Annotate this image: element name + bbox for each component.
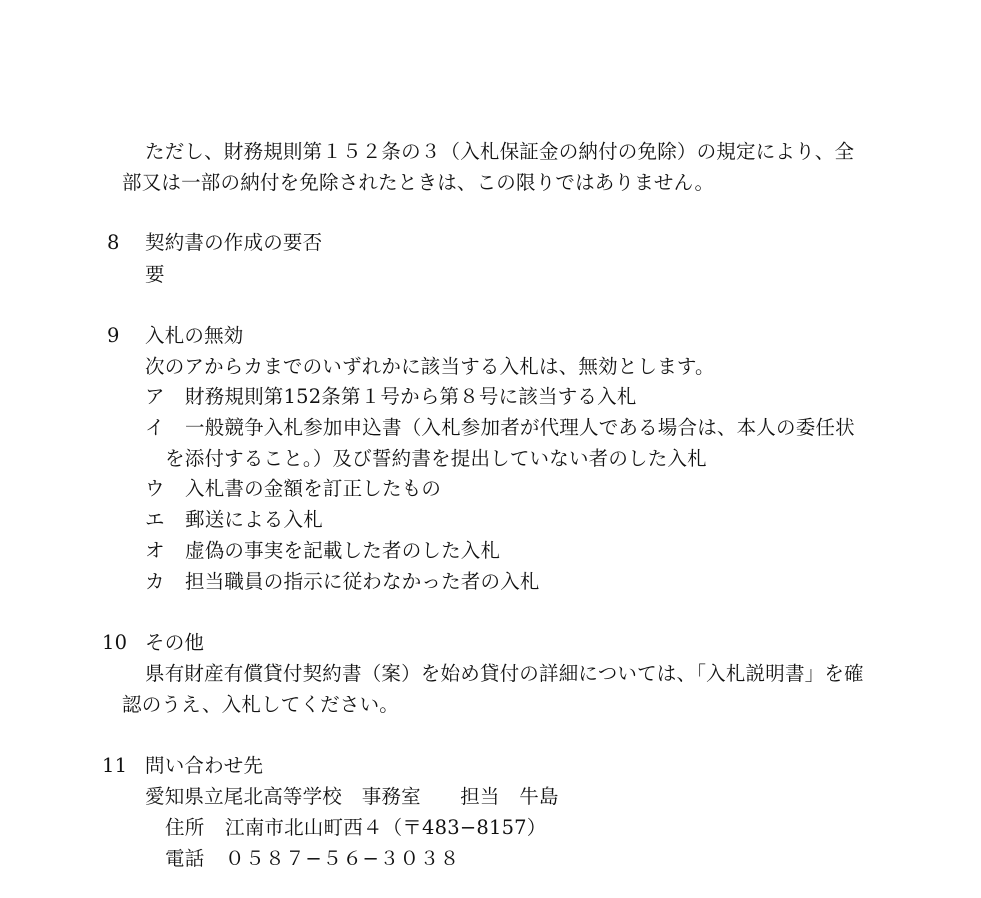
list-item <box>145 384 637 410</box>
address-value: 江南市北山町西４（〒483−8157） <box>225 816 547 839</box>
phone-value: ０５８７−５６−３０３８ <box>225 847 460 870</box>
address-label: 住所 <box>165 816 205 839</box>
list-text: 一般競争入札参加申込書（入札参加者が代理人である場合は、本人の委任状 <box>185 416 855 439</box>
section-title: 問い合わせ先 <box>145 754 264 777</box>
section-title: その他 <box>145 631 205 654</box>
section-9-lead: 次のアからカまでのいずれかに該当する入札は、無効とします。 <box>145 355 715 378</box>
section-title: 入札の無効 <box>145 324 244 347</box>
section-10-heading <box>102 630 205 656</box>
section-number: 9 <box>107 324 120 347</box>
section-number: 8 <box>107 231 120 254</box>
list-item <box>145 538 501 564</box>
list-item <box>145 415 855 441</box>
list-marker: イ <box>145 416 165 439</box>
list-marker: ウ <box>145 477 165 500</box>
intro-line-2: 部又は一部の納付を免除されたときは、この限りではありません。 <box>122 171 715 194</box>
section-9-heading <box>107 323 244 349</box>
list-text: 虚偽の事実を記載した者のした入札 <box>185 539 501 562</box>
list-text: 財務規則第152条第１号から第８号に該当する入札 <box>185 385 637 408</box>
contact-organization: 愛知県立尾北高等学校 事務室 担当 牛島 <box>145 785 559 808</box>
section-11-heading <box>102 753 264 779</box>
section-title: 契約書の作成の要否 <box>145 231 323 254</box>
list-marker: ア <box>145 385 165 408</box>
phone-label: 電話 <box>165 847 205 870</box>
section-8-heading <box>107 230 323 256</box>
list-item <box>145 507 323 533</box>
list-text: 担当職員の指示に従わなかった者の入札 <box>185 570 540 593</box>
list-marker: エ <box>145 508 165 531</box>
section-number: 11 <box>102 754 128 777</box>
section-number: 10 <box>102 631 128 654</box>
list-item-continuation: を添付すること。）及び誓約書を提出していない者のした入札 <box>165 447 707 470</box>
list-text: 郵送による入札 <box>185 508 323 531</box>
section-8-body: 要 <box>145 263 165 286</box>
list-marker: オ <box>145 539 165 562</box>
contact-phone <box>165 846 460 872</box>
contact-address <box>165 815 547 841</box>
intro-line-1: ただし、財務規則第１５２条の３（入札保証金の納付の免除）の規定により、全 <box>145 140 855 163</box>
section-10-line-2: 認のうえ、入札してください。 <box>122 693 399 716</box>
list-item <box>145 569 540 595</box>
list-marker: カ <box>145 570 165 593</box>
section-10-line-1: 県有財産有償貸付契約書（案）を始め貸付の詳細については、「入札説明書」を確 <box>145 662 864 685</box>
list-item <box>145 476 442 502</box>
list-text: 入札書の金額を訂正したもの <box>185 477 442 500</box>
